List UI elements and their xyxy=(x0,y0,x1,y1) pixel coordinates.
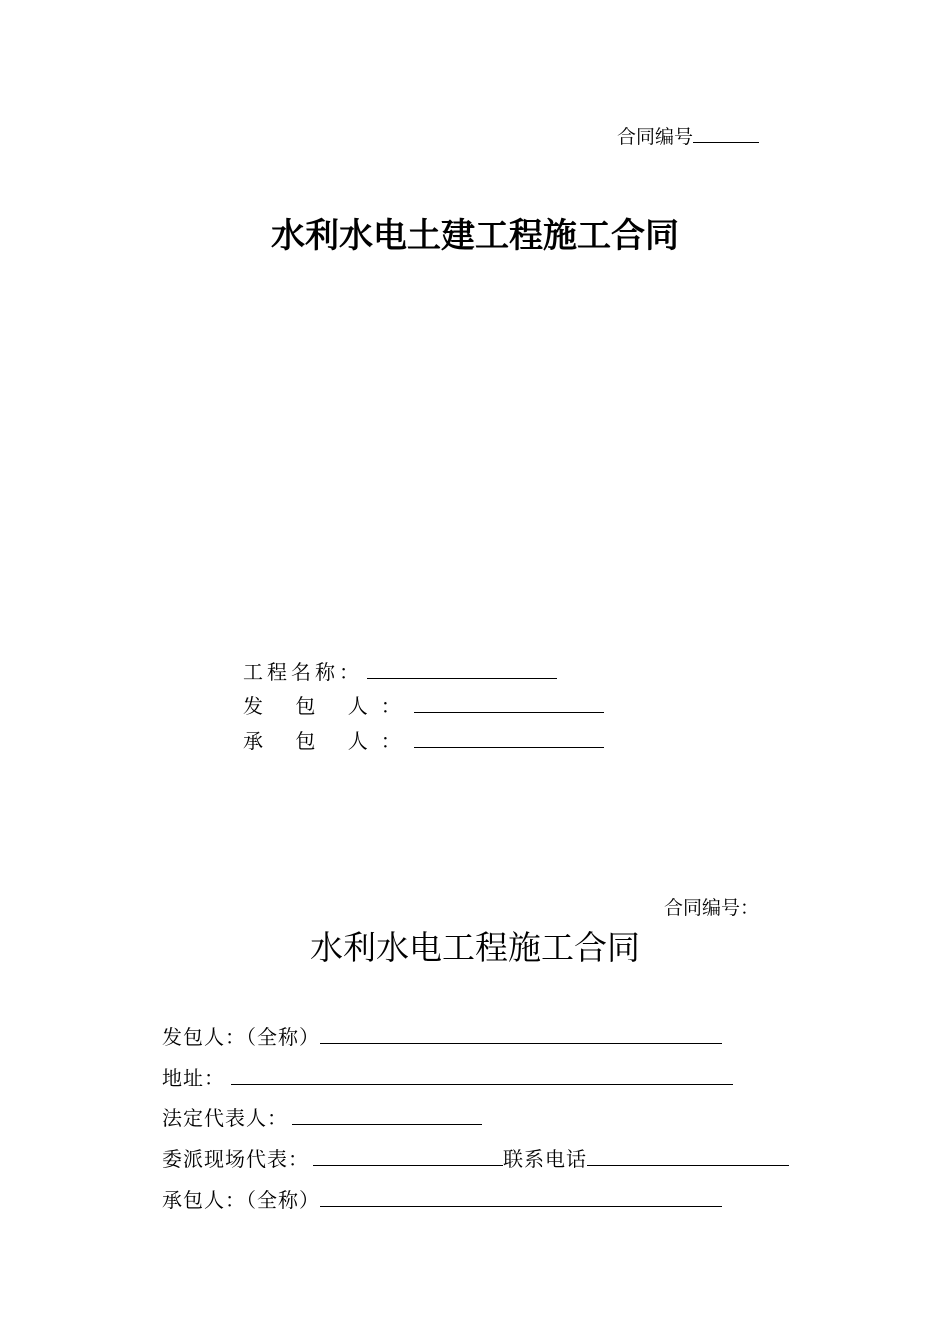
phone-blank[interactable] xyxy=(587,1145,789,1166)
address-blank[interactable] xyxy=(231,1064,733,1085)
contract-number-blank[interactable] xyxy=(693,124,759,143)
contract-title: 水利水电工程施工合同 xyxy=(310,928,640,967)
cover-contractor-label: 承 包 人： xyxy=(243,729,414,753)
phone-label: 联系电话 xyxy=(503,1147,587,1171)
cover-contractor-field xyxy=(243,727,604,755)
address-label: 地址： xyxy=(162,1066,225,1090)
project-name-field xyxy=(243,658,557,686)
employer-label: 发包人：（全称） xyxy=(162,1025,320,1049)
employer-blank[interactable] xyxy=(320,1023,722,1044)
site-rep-row xyxy=(162,1145,789,1173)
cover-employer-blank[interactable] xyxy=(414,692,604,713)
contractor-row xyxy=(162,1186,722,1214)
cover-employer-label: 发 包 人： xyxy=(243,694,414,718)
legal-rep-blank[interactable] xyxy=(292,1104,482,1125)
cover-contractor-blank[interactable] xyxy=(414,727,604,748)
legal-rep-label: 法定代表人： xyxy=(162,1106,288,1130)
project-name-label: 工程名称： xyxy=(243,660,363,684)
contractor-label: 承包人：（全称） xyxy=(162,1188,320,1212)
site-rep-blank[interactable] xyxy=(313,1145,503,1166)
cover-title: 水利水电土建工程施工合同 xyxy=(271,216,679,256)
employer-row xyxy=(162,1023,722,1051)
cover-employer-field xyxy=(243,692,604,720)
legal-rep-row xyxy=(162,1104,482,1132)
contractor-blank[interactable] xyxy=(320,1186,722,1207)
project-name-blank[interactable] xyxy=(367,658,557,679)
contract-number-text: 合同编号 xyxy=(617,126,694,148)
contract-number-label-top xyxy=(617,124,759,150)
contract-number-label: 合同编号： xyxy=(664,897,760,919)
site-rep-label: 委派现场代表： xyxy=(162,1147,309,1171)
address-row xyxy=(162,1064,733,1092)
